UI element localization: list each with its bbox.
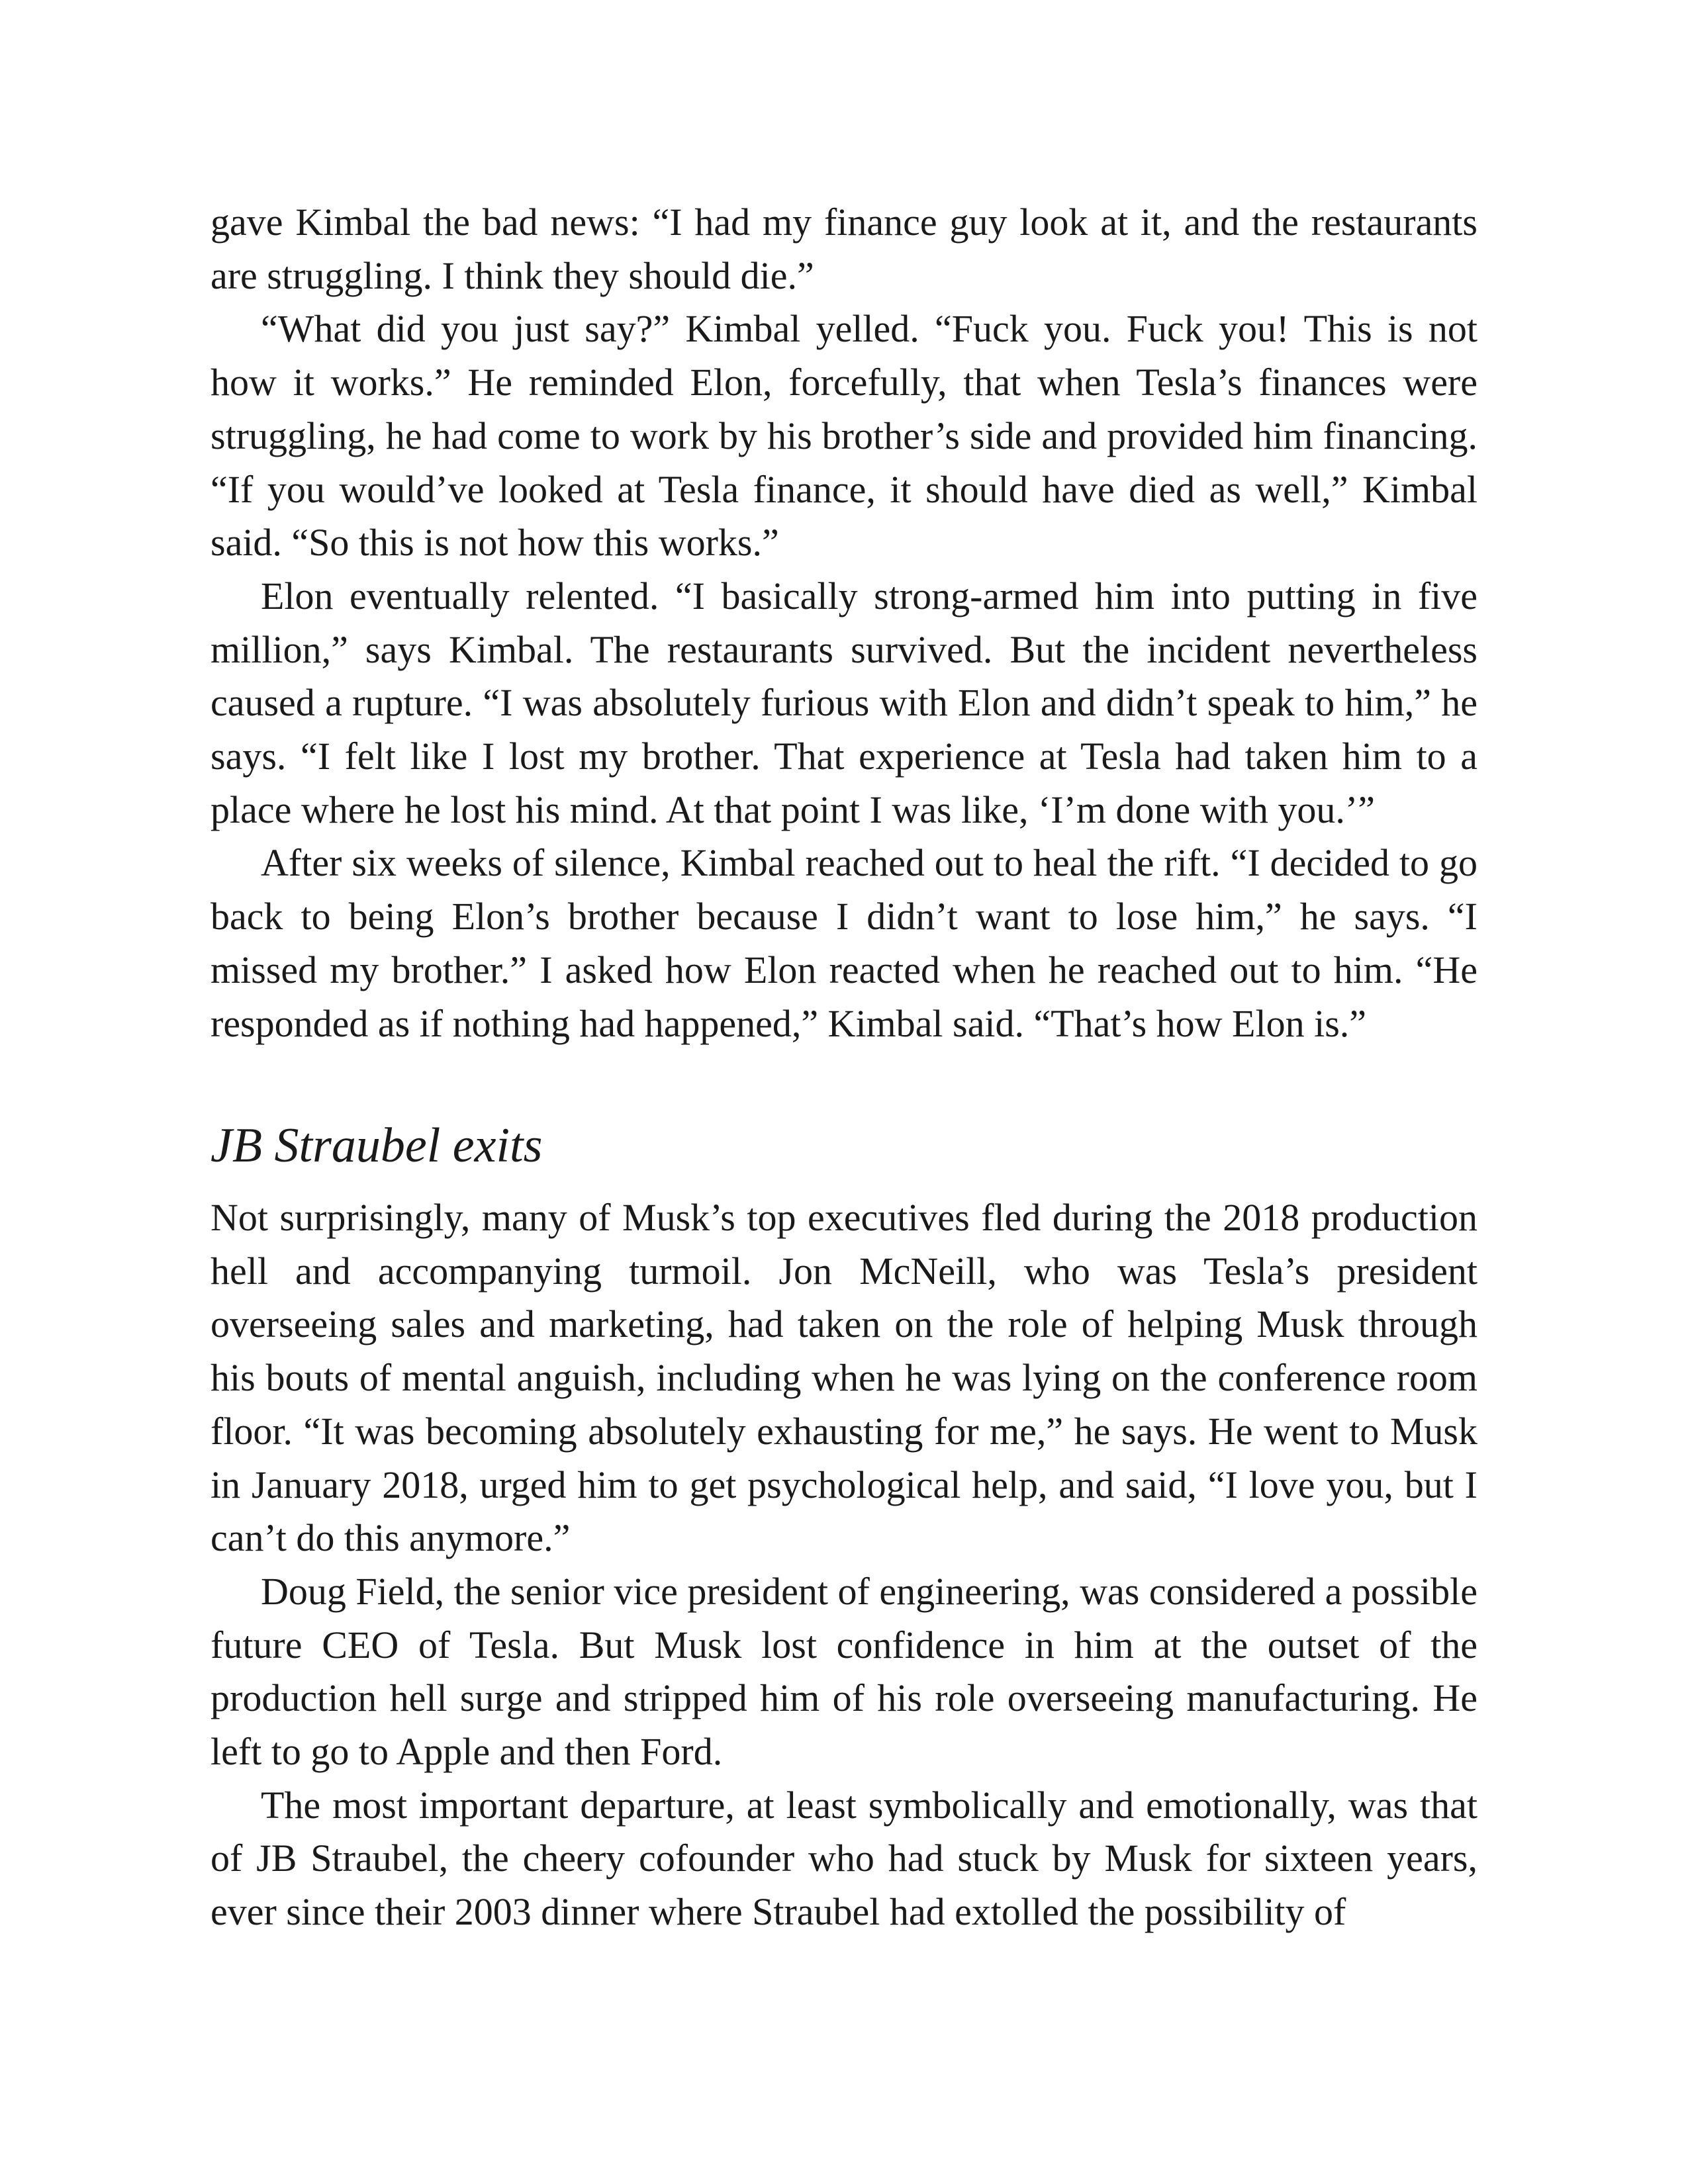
section-heading: JB Straubel exits: [211, 1118, 543, 1173]
text-block-bottom: [211, 1191, 1477, 1939]
paragraph: “What did you just say?” Kimbal yelled. “Fuck you. Fuck you! This is not how it works.” He reminded Elon, forcefully, that when Tesla’s finances were struggling, he had come to work by his brother’s side and provided him financing. “If you would’ve looked at Tesla finance, it should have died as well,” Kimbal said. “So this is not how this works.”: [211, 307, 1477, 565]
paragraph: Doug Field, the senior vice president of engineering, was considered a possible future CEO of Tesla. But Musk lost confidence in him at the outset of the production hell surge and stripped him of his role overseeing manufacturing. He left to go to Apple and then Ford.: [211, 1569, 1477, 1774]
paragraph-continued: gave Kimbal the bad news: “I had my finance guy look at it, and the restaurants are struggling. I think they should die.”: [211, 201, 1477, 297]
text-block-top: [211, 196, 1477, 1050]
paragraph-first: Not surprisingly, many of Musk’s top executives fled during the 2018 production hell and accompanying turmoil. Jon McNeill, who was Tesla’s president overseeing sales and marketing, had taken on the role of helping Musk through his bouts of mental anguish, including when he was lying on the conference room floor. “It was becoming absolutely exhausting for me,” he says. He went to Musk in January 2018, urged him to get psychological help, and said, “I love you, but I can’t do this anymore.”: [211, 1196, 1477, 1560]
paragraph: After six weeks of silence, Kimbal reached out to heal the rift. “I decided to go back to being Elon’s brother because I didn’t want to lose him,” he says. “I missed my brother.” I asked how Elon reacted when he reached out to him. “He responded as if nothing had happened,” Kimbal said. “That’s how Elon is.”: [211, 841, 1477, 1045]
book-page: [211, 0, 1477, 2184]
paragraph: The most important departure, at least symbolically and emotionally, was that of JB Straubel, the cheery cofounder who had stuck by Musk for sixteen years, ever since their 2003 dinner where Straubel had extolled the possibility of: [211, 1783, 1477, 1934]
paragraph: Elon eventually relented. “I basically strong-armed him into putting in five million,” says Kimbal. The restaurants survived. But the incident nevertheless caused a rupture. “I was absolutely furious with Elon and didn’t speak to him,” he says. “I felt like I lost my brother. That experience at Tesla had taken him to a place where he lost his mind. At that point I was like, ‘I’m done with you.’”: [211, 574, 1477, 831]
